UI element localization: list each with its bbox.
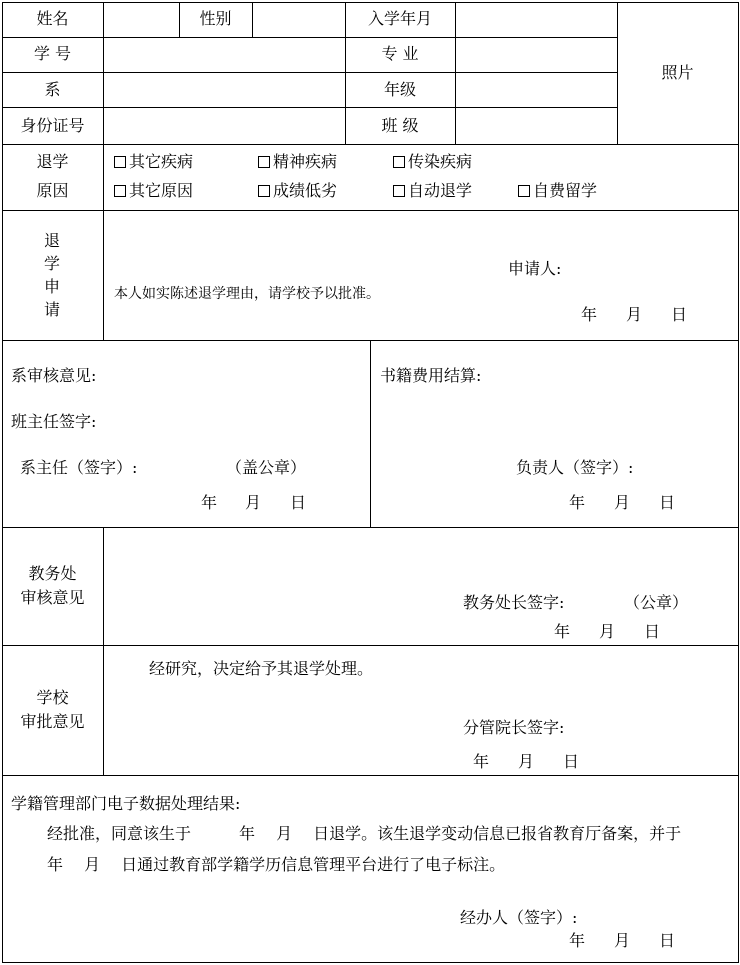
application-label xyxy=(37,229,67,321)
reason-option-voluntary[interactable] xyxy=(393,181,472,201)
reason-option-mental-illness[interactable] xyxy=(258,152,337,172)
row-line xyxy=(2,107,617,108)
registry-line2: 年 月 日通过教育部学籍学历信息管理平台进行了电子标注。 xyxy=(47,855,506,874)
registry-line1: 经批准，同意该生于 年 月 日退学。该生退学变动信息已报省教育厅备案，并于 xyxy=(47,824,682,843)
row-line xyxy=(2,37,617,38)
department-label: 系 xyxy=(44,80,61,99)
col-line xyxy=(455,2,456,144)
checkbox-icon xyxy=(114,185,126,197)
reason-label: 退学 xyxy=(36,152,69,171)
responsible-sign-label: 负责人（签字）: xyxy=(516,458,634,477)
col-line xyxy=(370,340,371,527)
reason-option-label: 其它原因 xyxy=(129,181,194,200)
reason-option-label: 其它疾病 xyxy=(129,152,194,171)
checkbox-icon xyxy=(393,185,405,197)
col-line xyxy=(252,2,253,37)
border-right xyxy=(738,2,739,963)
dean-sign-label: 分管院长签字: xyxy=(463,718,565,737)
book-fee-title: 书籍费用结算: xyxy=(380,366,482,385)
applicant-label: 申请人: xyxy=(508,259,562,278)
date-day: 日 xyxy=(290,493,307,512)
registry-title: 学籍管理部门电子数据处理结果: xyxy=(11,794,241,813)
date-year: 年 xyxy=(201,493,218,512)
col-line xyxy=(103,2,104,340)
date-day: 日 xyxy=(659,931,676,950)
row-line xyxy=(2,527,738,528)
date-month: 月 xyxy=(626,305,643,324)
date-day: 日 xyxy=(671,305,688,324)
date-month: 月 xyxy=(518,752,535,771)
grade-label: 年级 xyxy=(383,80,416,99)
date-year: 年 xyxy=(581,305,598,324)
class-label: 班 级 xyxy=(381,116,419,135)
date-year: 年 xyxy=(569,931,586,950)
director-sign-label: 教务处长签字: xyxy=(463,593,565,612)
enroll-date-label: 入学年月 xyxy=(367,9,432,28)
label-char: 退 xyxy=(43,231,60,250)
seal-label: （盖公章） xyxy=(226,458,307,477)
photo-label: 照片 xyxy=(661,63,694,82)
application-statement: 本人如实陈述退学理由，请学校予以批准。 xyxy=(114,286,380,302)
checkbox-icon xyxy=(518,185,530,197)
school-approval-label: 学校 xyxy=(36,688,69,707)
label-char: 请 xyxy=(43,300,60,319)
school-decision: 经研究，决定给予其退学处理。 xyxy=(149,659,374,678)
reason-option-other-illness[interactable] xyxy=(114,152,193,172)
checkbox-icon xyxy=(393,156,405,168)
date-month: 月 xyxy=(599,622,616,641)
checkbox-icon xyxy=(114,156,126,168)
reason-option-self-funded-study-abroad[interactable] xyxy=(518,181,597,201)
dept-review-title: 系审核意见: xyxy=(11,366,97,385)
date-year: 年 xyxy=(569,493,586,512)
date-month: 月 xyxy=(614,493,631,512)
reason-option-label: 自费留学 xyxy=(533,181,598,200)
date-year: 年 xyxy=(473,752,490,771)
student-id-label: 学 号 xyxy=(33,44,72,63)
col-line xyxy=(103,527,104,775)
dept-head-sign-label: 系主任（签字）: xyxy=(20,458,138,477)
date-month: 月 xyxy=(614,931,631,950)
row-line xyxy=(2,645,738,646)
checkbox-icon xyxy=(258,185,270,197)
academic-office-label: 教务处 xyxy=(28,564,77,583)
checkbox-icon xyxy=(258,156,270,168)
reason-option-other-reason[interactable] xyxy=(114,181,193,201)
reason-option-label: 精神疾病 xyxy=(273,152,338,171)
reason-option-poor-grades[interactable] xyxy=(258,181,337,201)
reason-label: 原因 xyxy=(36,181,69,200)
class-teacher-sign-label: 班主任签字: xyxy=(11,412,97,431)
row-line xyxy=(2,775,738,776)
label-char: 申 xyxy=(43,277,60,296)
date-day: 日 xyxy=(563,752,580,771)
border-left xyxy=(2,2,3,963)
row-line xyxy=(2,210,738,211)
date-day: 日 xyxy=(644,622,661,641)
reason-option-infectious-disease[interactable] xyxy=(393,152,472,172)
border-bottom xyxy=(2,962,738,963)
id-card-label: 身份证号 xyxy=(20,116,85,135)
gender-label: 性别 xyxy=(199,9,232,28)
row-line xyxy=(2,72,617,73)
reason-option-label: 传染疾病 xyxy=(408,152,473,171)
row-line xyxy=(2,144,738,145)
reason-option-label: 成绩低劣 xyxy=(273,181,338,200)
major-label: 专 业 xyxy=(381,44,419,63)
date-year: 年 xyxy=(554,622,571,641)
name-label: 姓名 xyxy=(36,9,69,28)
school-approval-label: 审批意见 xyxy=(20,712,85,731)
date-month: 月 xyxy=(245,493,262,512)
reason-option-label: 自动退学 xyxy=(408,181,473,200)
handler-sign-label: 经办人（签字）: xyxy=(460,908,578,927)
date-day: 日 xyxy=(659,493,676,512)
border-top xyxy=(2,2,738,3)
label-char: 学 xyxy=(43,254,60,273)
academic-office-label: 审核意见 xyxy=(20,588,85,607)
seal-label: （公章） xyxy=(624,593,689,612)
